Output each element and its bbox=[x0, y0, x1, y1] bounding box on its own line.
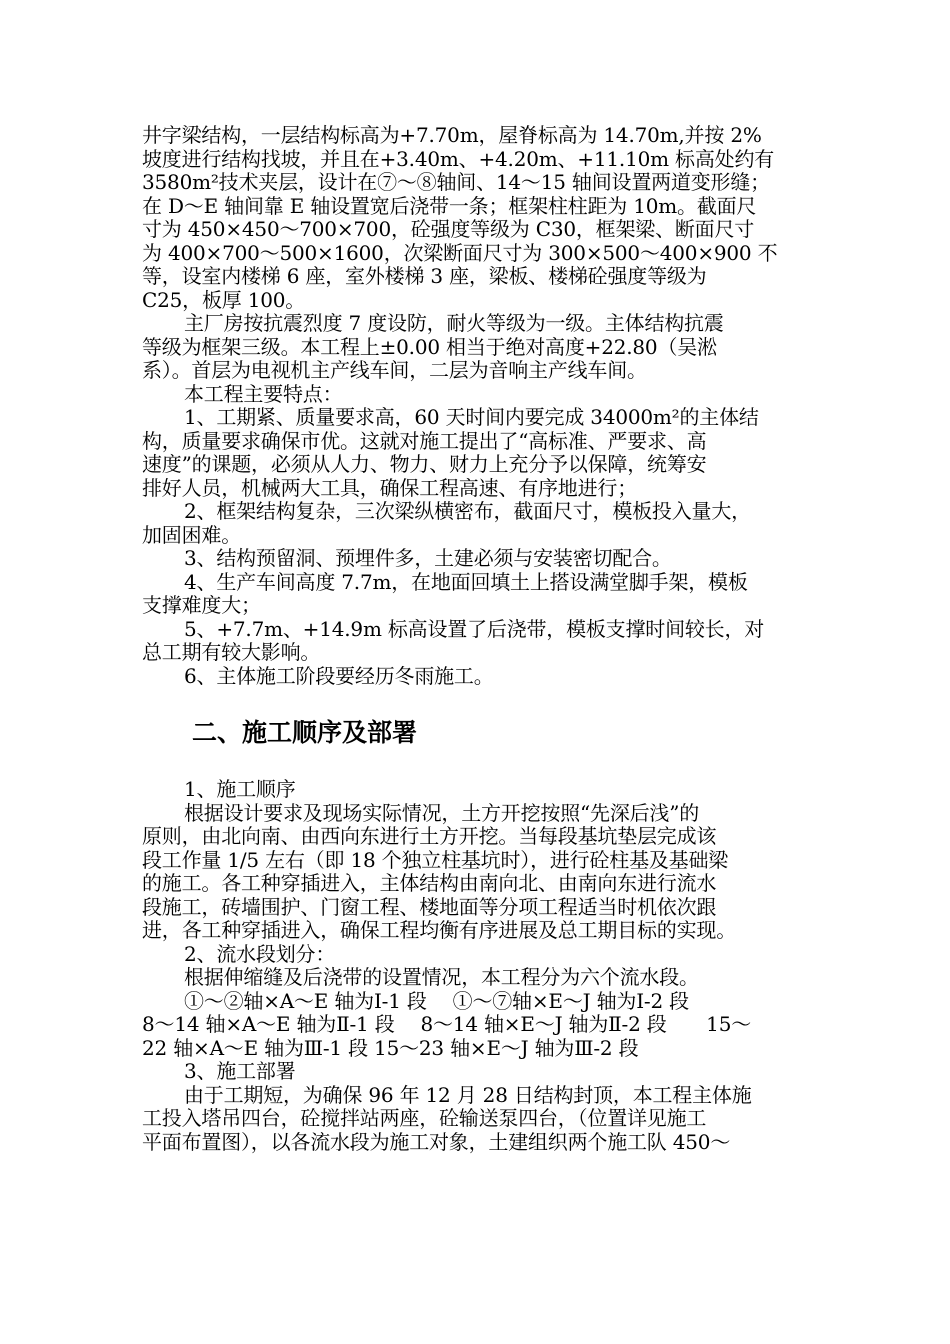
text-line: 3580m²技术夹层，设计在⑦～⑧轴间、14～15 轴间设置两道变形缝； bbox=[142, 170, 770, 194]
text-line: 等级为框架三级。本工程上±0.00 相当于绝对高度+22.80（吴淞 bbox=[142, 334, 717, 359]
text-line: 井字梁结构，一层结构标高为+7.70m，屋脊标高为 14.70m,并按 2% bbox=[142, 123, 762, 147]
list-item-2: 2、框架结构复杂，三次梁纵横密布，截面尺寸，模板投入量大， bbox=[184, 499, 751, 523]
text-line: 系）。首层为电视机主产线车间，二层为音响主产线车间。 bbox=[142, 358, 647, 382]
text-line: 段施工，砖墙围护、门窗工程、楼地面等分项工程适当时机依次跟 bbox=[142, 894, 717, 919]
subsection-title: 2、流水段划分： bbox=[184, 941, 336, 966]
text-line: 速度”的课题，必须从人力、物力、财力上充分予以保障，统筹安 bbox=[142, 452, 707, 476]
paragraph-start: 根据伸缩缝及后浇带的设置情况，本工程分为六个流水段。 bbox=[184, 965, 699, 989]
text-line: 寸为 450×450～700×700，砼强度等级为 C30，框架梁、断面尺寸 bbox=[142, 217, 755, 241]
paragraph-start: 本工程主要特点： bbox=[184, 381, 343, 406]
section-2-heading: 二、施工顺序及部署 bbox=[192, 718, 418, 747]
text-line: 原则，由北向南、由西向东进行土方开挖。当每段基坑垫层完成该 bbox=[142, 824, 717, 848]
text-line: 平面布置图），以各流水段为施工对象，土建组织两个施工队 450～ bbox=[142, 1129, 731, 1154]
text-line: 支撑难度大； bbox=[142, 593, 261, 617]
paragraph-start: 由于工期短，为确保 96 年 12 月 28 日结构封顶，本工程主体施 bbox=[184, 1082, 752, 1107]
text-line: 为 400×700～500×1600，次梁断面尺寸为 300×500～400×900 不 bbox=[142, 240, 778, 265]
paragraph-start: 根据设计要求及现场实际情况，土方开挖按照“先深后浅”的 bbox=[184, 800, 700, 825]
section-2-body bbox=[142, 778, 810, 1154]
text-line: C25，板厚 100。 bbox=[142, 287, 306, 312]
text-line: 工投入塔吊四台，砼搅拌站两座，砼输送泵四台，（位置详见施工 bbox=[142, 1106, 707, 1130]
segment-line: 8～14 轴×A～E 轴为Ⅱ-1 段 8～14 轴×E～J 轴为Ⅱ-2 段 15～ bbox=[142, 1012, 752, 1036]
list-item-1: 1、工期紧、质量要求高，60 天时间内要完成 34000m²的主体结 bbox=[184, 405, 759, 429]
text-line: 总工期有较大影响。 bbox=[142, 640, 321, 664]
text-line: 构，质量要求确保市优。这就对施工提出了“高标准、严要求、高 bbox=[142, 428, 707, 453]
document-page bbox=[142, 124, 810, 1154]
text-line: 段工作量 1/5 左右（即 18 个独立柱基坑时），进行砼柱基及基础梁 bbox=[142, 847, 729, 872]
paragraph-start: 主厂房按抗震烈度 7 度设防，耐火等级为一级。主体结构抗震 bbox=[184, 311, 724, 335]
list-item-6: 6、主体施工阶段要经历冬雨施工。 bbox=[184, 663, 494, 688]
subsection-title: 1、施工顺序 bbox=[184, 777, 296, 801]
list-item-5: 5、+7.7m、+14.9m 标高设置了后浇带，模板支撑时间较长，对 bbox=[184, 616, 765, 641]
list-item-3: 3、结构预留洞、预埋件多，土建必须与安装密切配合。 bbox=[184, 546, 672, 570]
text-line: 加固困难。 bbox=[142, 522, 241, 547]
text-line: 的施工。各工种穿插进入，主体结构由南向北、由南向东进行流水 bbox=[142, 871, 717, 895]
text-line: 等，设室内楼梯 6 座，室外楼梯 3 座，梁板、楼梯砼强度等级为 bbox=[142, 264, 707, 288]
text-line: 排好人员，机械两大工具，确保工程高速、有序地进行； bbox=[142, 475, 637, 500]
section-1-body bbox=[142, 124, 810, 688]
text-line: 在 D～E 轴间靠 E 轴设置宽后浇带一条；框架柱柱距为 10m。截面尺 bbox=[142, 193, 757, 218]
text-line: 坡度进行结构找坡，并且在+3.40m、+4.20m、+11.10m 标高处约有 bbox=[142, 146, 775, 171]
subsection-title: 3、施工部署 bbox=[184, 1059, 296, 1083]
segment-line: ①～②轴×A～E 轴为Ⅰ-1 段 ①～⑦轴×E～J 轴为Ⅰ-2 段 bbox=[184, 988, 689, 1013]
segment-line: 22 轴×A～E 轴为Ⅲ-1 段 15～23 轴×E～J 轴为Ⅲ-2 段 bbox=[142, 1035, 639, 1060]
text-line: 进，各工种穿插进入，确保工程均衡有序进展及总工期目标的实现。 bbox=[142, 918, 736, 942]
list-item-4: 4、生产车间高度 7.7m，在地面回填土上搭设满堂脚手架，模板 bbox=[184, 569, 748, 594]
